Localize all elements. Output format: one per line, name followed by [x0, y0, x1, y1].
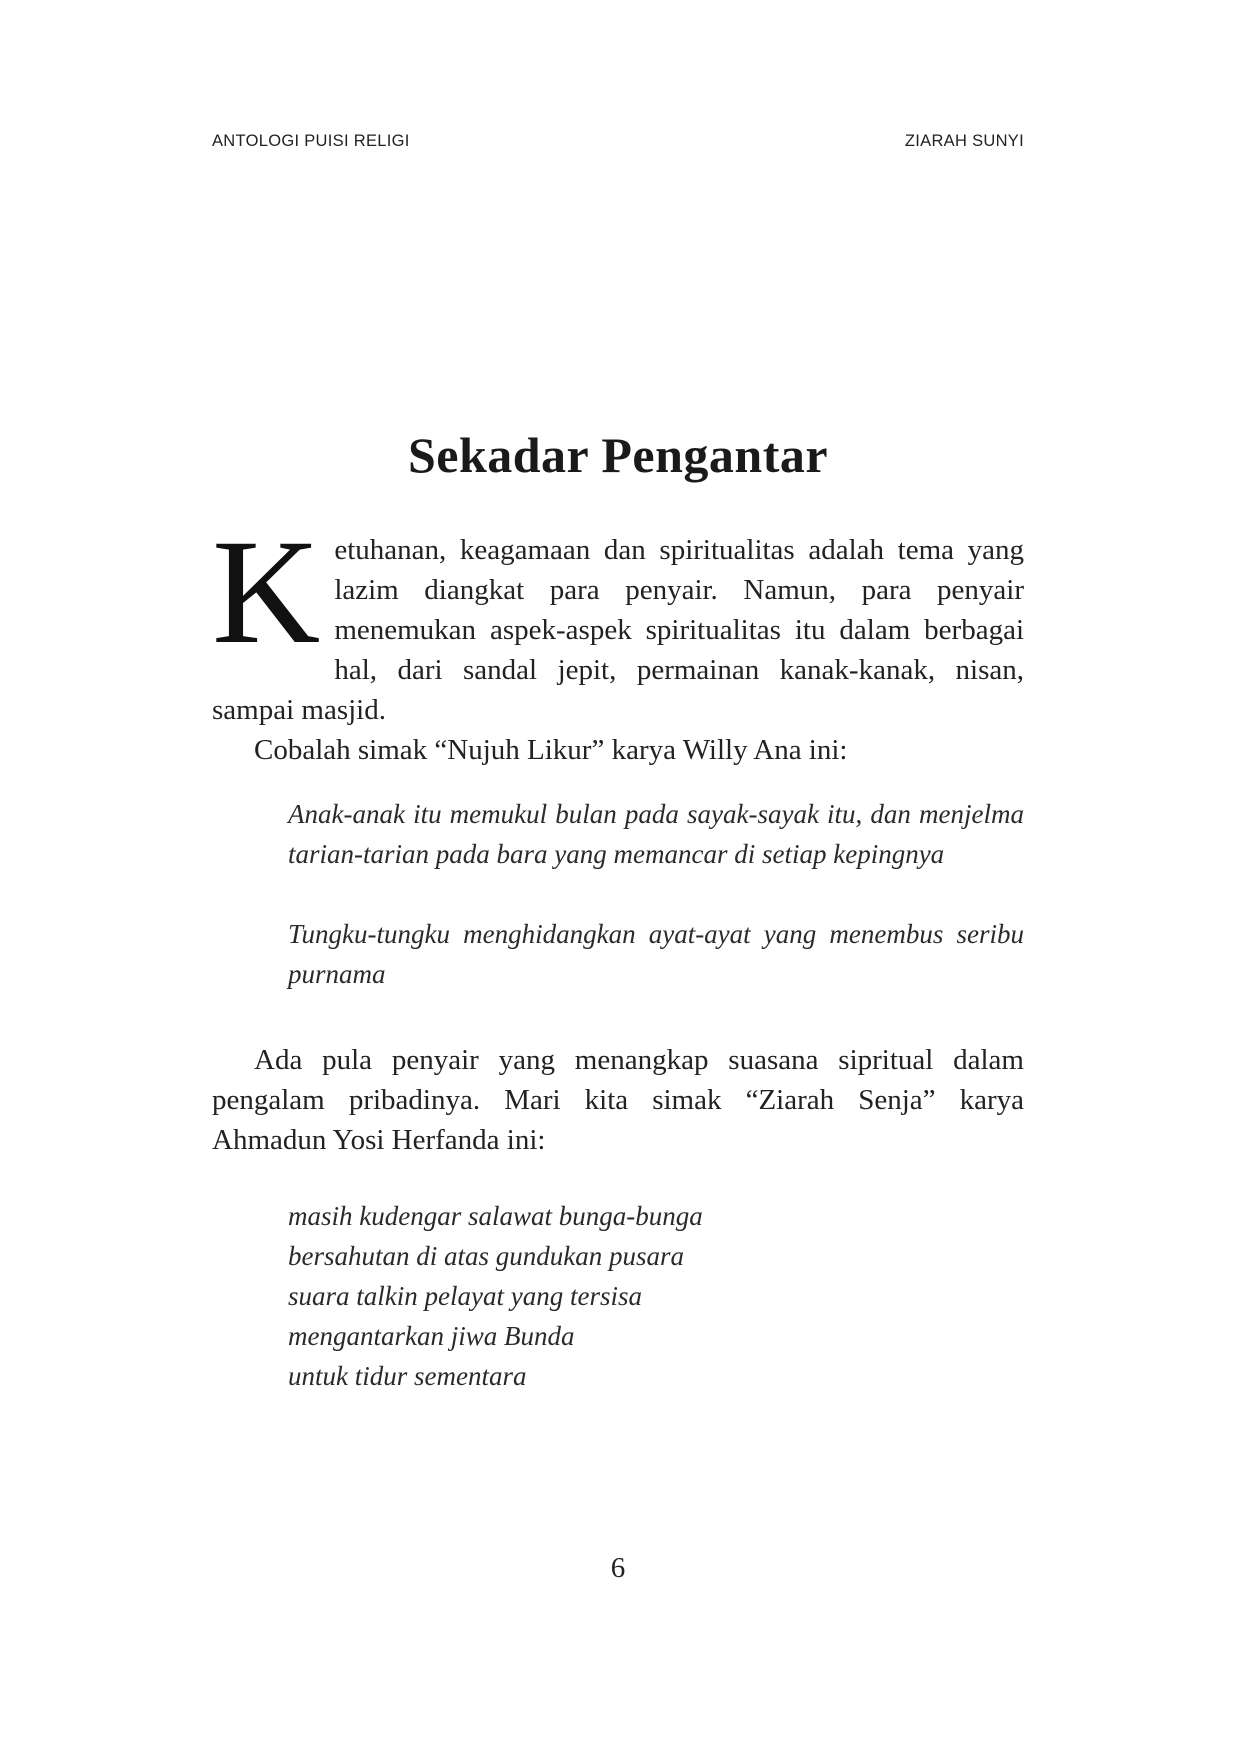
page-number: 6 — [610, 1552, 626, 1584]
verse-line: untuk tidur sementara — [288, 1361, 527, 1391]
verse-line: mengantarkan jiwa Bunda — [288, 1321, 575, 1351]
verse-line: bersahutan di atas gundukan pusara — [288, 1241, 685, 1271]
paragraph-ziarah-senja: Ada pula penyair yang menangkap suasana sipritual dalam pengalam pribadinya. Mari kita simak “Ziarah Senja” karya Ahmadun Yosi Herfanda ini: — [212, 1044, 1024, 1156]
verse-line: masih kudengar salawat bunga-bunga — [288, 1201, 703, 1231]
verse-block — [288, 1196, 1024, 1396]
verse-line: suara talkin pelayat yang tersisa — [288, 1281, 642, 1311]
quote-stanza-2: Tungku-tungku menghidangkan ayat-ayat yang menembus seribu purnama — [288, 919, 1024, 989]
intro-text: etuhanan, keagamaan dan spiritualitas adalah tema yang lazim diangkat para penyair. Namun, para penyair menemukan aspek-aspek spiritualitas itu dalam berbagai hal, dari sandal jepit, permainan kanak-kanak, nisan, sampai masjid. — [212, 534, 1024, 726]
page-title: Sekadar Pengantar — [407, 427, 829, 483]
intro-paragraph — [212, 509, 1024, 730]
paragraph-nujuh-likur: Cobalah simak “Nujuh Likur” karya Willy Ana ini: — [254, 734, 848, 766]
header-book-title: ANTOLOGI PUISI RELIGI — [212, 132, 410, 150]
running-header — [212, 132, 1024, 151]
quote-stanza-1: Anak-anak itu memukul bulan pada sayak-sayak itu, dan menjelma tarian-tarian pada bara yang memancar di setiap kepingnya — [288, 799, 1024, 869]
header-section-title: ZIARAH SUNYI — [904, 132, 1024, 150]
drop-cap: K — [212, 509, 321, 675]
page-body — [212, 509, 1024, 1396]
